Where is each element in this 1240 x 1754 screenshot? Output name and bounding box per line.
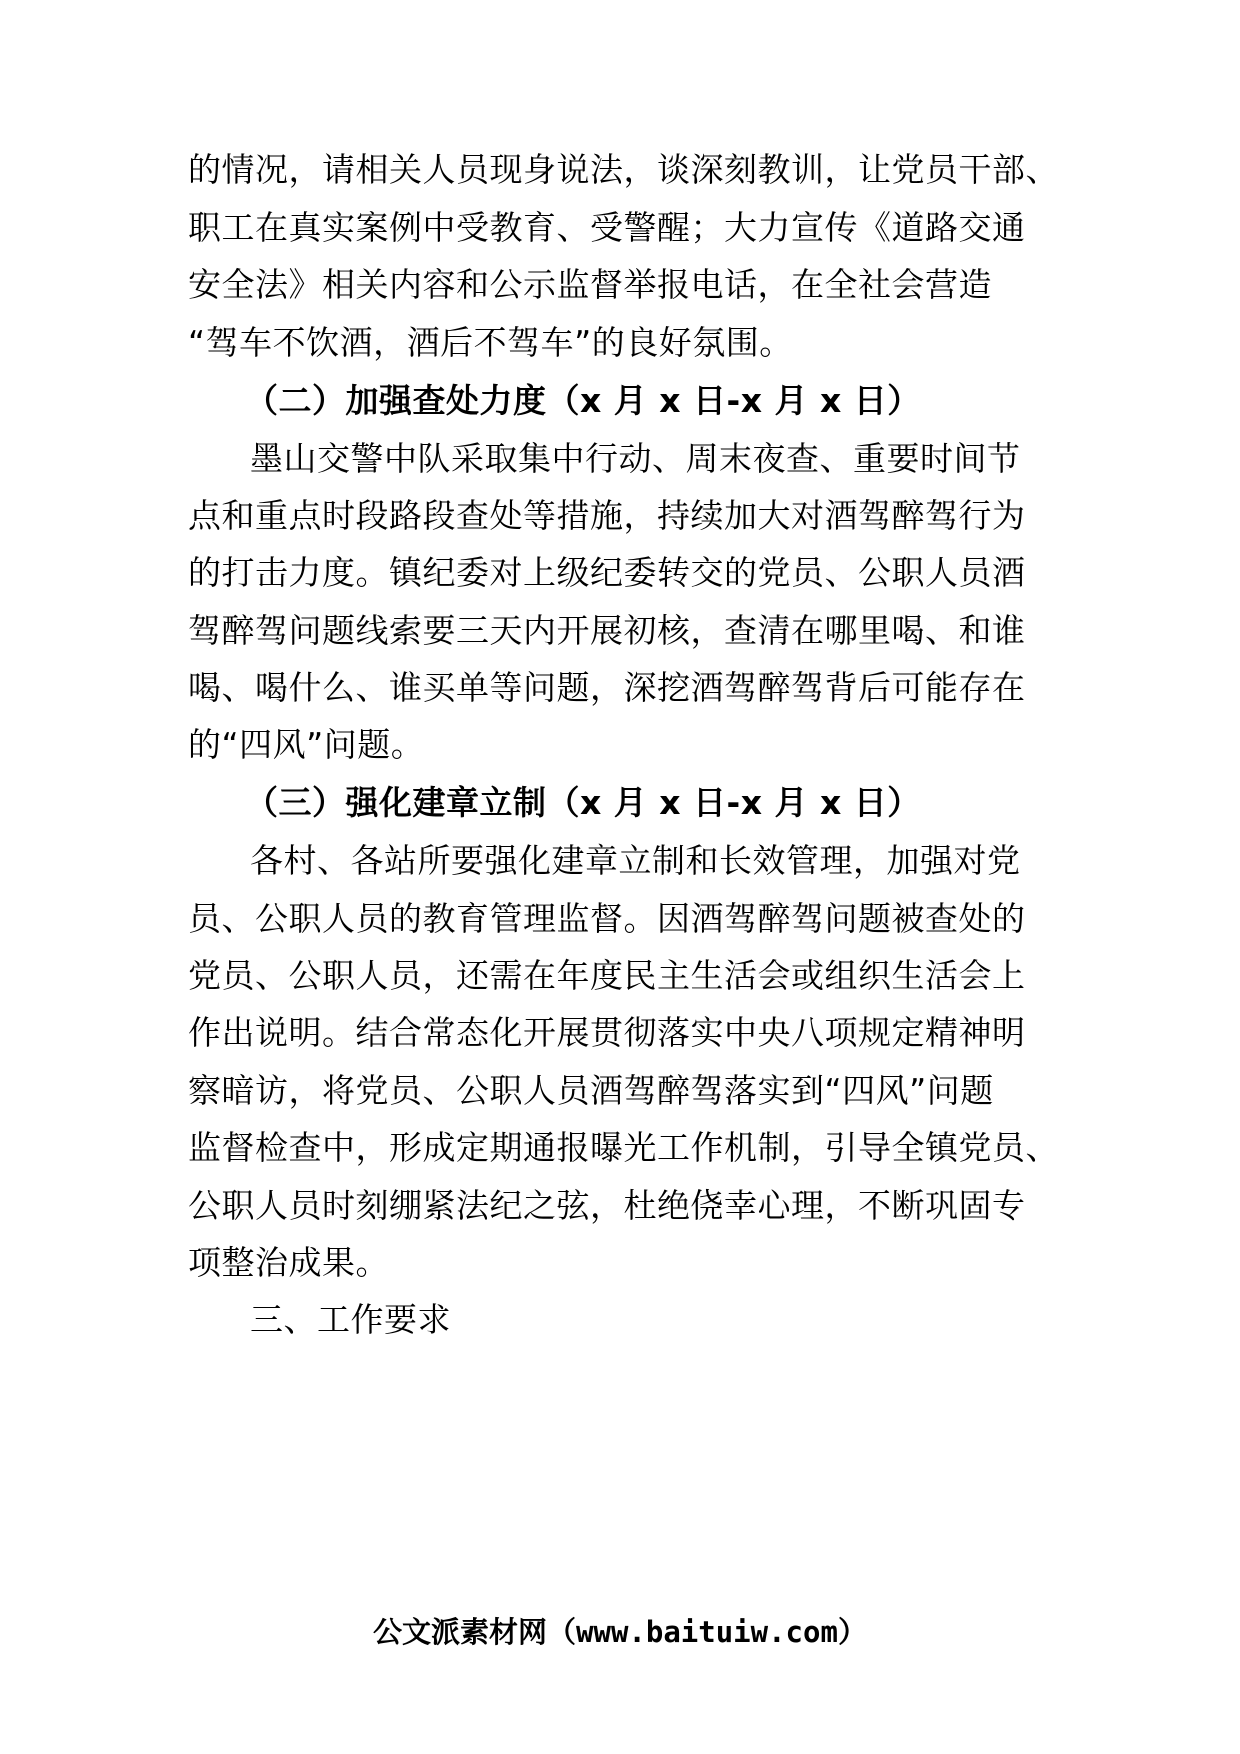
- paragraph-line: 各村、各站所要强化建章立制和长效管理，加强对党: [250, 841, 1021, 880]
- paragraph-line: 监督检查中，形成定期通报曝光工作机制，引导全镇党员、: [188, 1128, 1059, 1167]
- section-title: 三、工作要求: [250, 1300, 451, 1339]
- paragraph-line: 员、公职人员的教育管理监督。因酒驾醉驾问题被查处的: [188, 899, 1026, 938]
- footer-url[interactable]: （www.baituiw.com）: [547, 1615, 867, 1649]
- paragraph-line: 安全法》相关内容和公示监督举报电话，在全社会营造: [188, 265, 992, 304]
- paragraph-line: 墨山交警中队采取集中行动、周末夜查、重要时间节: [250, 439, 1021, 478]
- paragraph-line: 点和重点时段路段查处等措施，持续加大对酒驾醉驾行为: [188, 496, 1026, 535]
- paragraph-line: 党员、公职人员，还需在年度民主生活会或组织生活会上: [188, 956, 1026, 995]
- paragraph-line: 的情况，请相关人员现身说法，谈深刻教训，让党员干部、: [188, 150, 1059, 189]
- paragraph-line: 的“四风”问题。: [188, 725, 425, 764]
- footer-site-name: 公文派素材网: [373, 1615, 548, 1649]
- paragraph-line: 驾醉驾问题线索要三天内开展初核，查清在哪里喝、和谁: [188, 611, 1026, 650]
- paragraph-line: 作出说明。结合常态化开展贯彻落实中央八项规定精神明: [188, 1013, 1026, 1052]
- paragraph-line: 察暗访，将党员、公职人员酒驾醉驾落实到“四风”问题: [188, 1071, 994, 1110]
- paragraph-line: “驾车不饮酒，酒后不驾车”的良好氛围。: [188, 323, 793, 362]
- section-heading: （二）加强查处力度（x 月 x 日-x 月 x 日）: [245, 381, 921, 420]
- paragraph-line: 职工在真实案例中受教育、受警醒；大力宣传《道路交通: [188, 208, 1026, 247]
- paragraph-line: 喝、喝什么、谁买单等问题，深挖酒驾醉驾背后可能存在: [188, 668, 1026, 707]
- section-heading: （三）强化建章立制（x 月 x 日-x 月 x 日）: [245, 783, 921, 822]
- footer-watermark: [0, 1612, 1240, 1652]
- paragraph-line: 公职人员时刻绷紧法纪之弦，杜绝侥幸心理，不断巩固专: [188, 1186, 1026, 1225]
- paragraph-line: 的打击力度。镇纪委对上级纪委转交的党员、公职人员酒: [188, 553, 1026, 592]
- paragraph-line: 项整治成果。: [188, 1243, 389, 1282]
